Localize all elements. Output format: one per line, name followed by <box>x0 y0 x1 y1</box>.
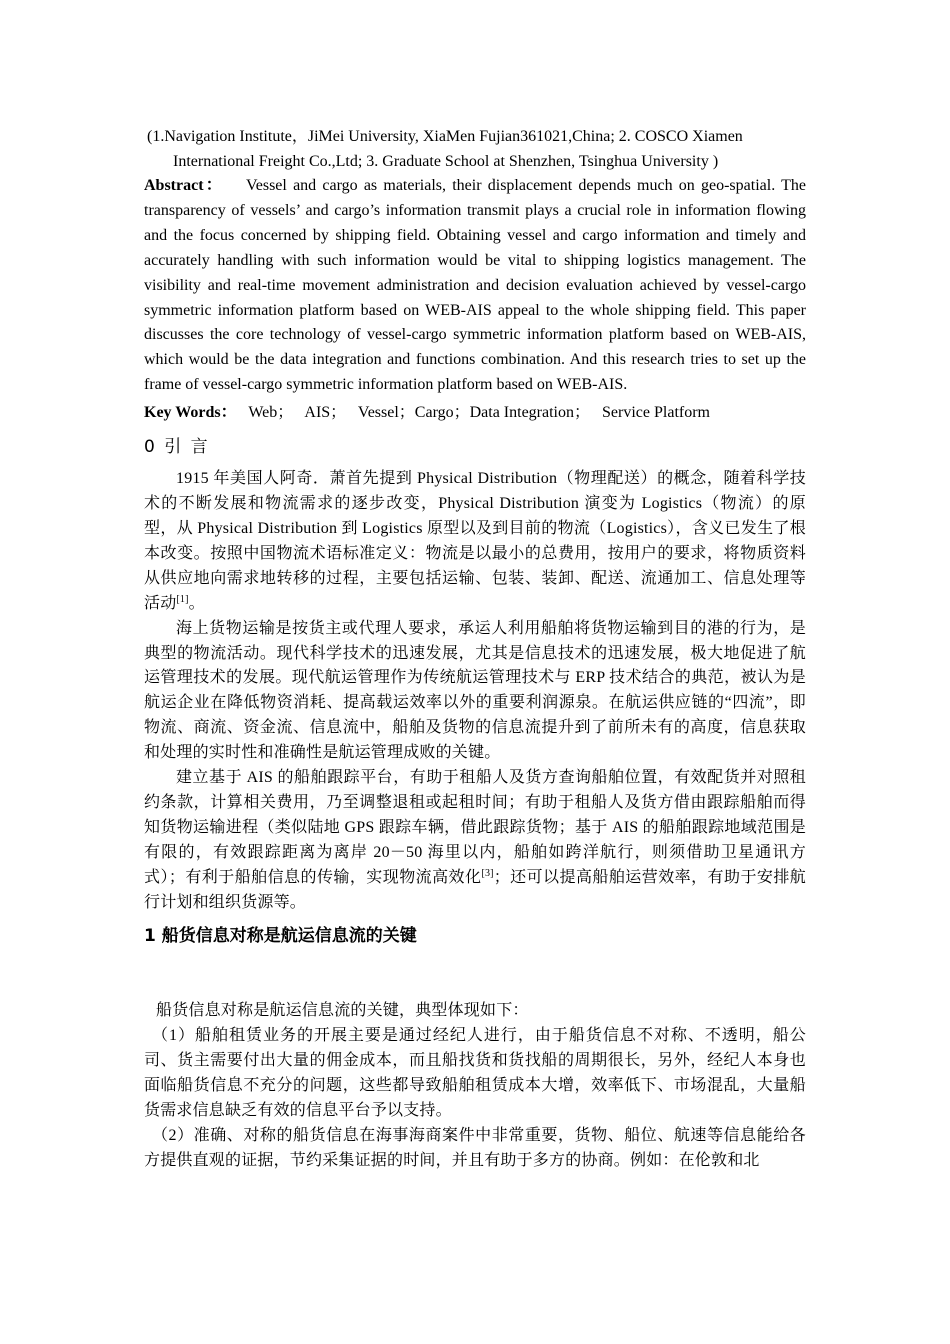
abstract-label: Abstract： <box>144 177 224 194</box>
paragraph-text: ；还可以提高船舶运营效率，有助于安排航行计划和组织货源等。 <box>144 868 806 911</box>
abstract-text: Vessel and cargo as materials, their displacement depends much on geo-spatial. The transparency of vessels’ and cargo’s information transmit plays a crucial role in information flowing and the focus concerned by shipping field. Obtaining vessel and cargo information and timely and accurately handling with such information would be vital to shipping logistics management. The visibility and real-time movement administration and decision evaluation achieved by vessel-cargo symmetric information platform based on WEB-AIS appeal to the whole shipping field. This paper discusses the core technology of vessel-cargo symmetric information platform based on WEB-AIS, which would be the data integration and functions combination. And this research tries to set up the frame of vessel-cargo symmetric information platform based on WEB-AIS. <box>144 177 806 394</box>
paragraph: 海上货物运输是按货主或代理人要求，承运人利用船舶将货物运输到目的港的行为，是典型的物流活动。现代科学技术的迅速发展，尤其是信息技术的迅速发展，极大地促进了航运管理技术的发展。现代航运管理作为传统航运管理技术与 ERP 技术结合的典范，被认为是航运企业在降低物资消耗、提高载运效率以外的重要利润源泉。在航运供应链的“四流”，即物流、商流、资金流、信息流中，船舶及货物的信息流提升到了前所未有的高度，信息获取和处理的实时性和准确性是航运管理成败的关键。 <box>144 619 806 762</box>
affiliation-line-2: International Freight Co.,Ltd; 3. Graduate School at Shenzhen, Tsinghua University ) <box>173 153 719 170</box>
list-item: （1）船舶租赁业务的开展主要是通过经纪人进行，由于船货信息不对称、不透明，船公司、货主需要付出大量的佣金成本，而且船找货和货找船的周期很长，另外，经纪人本身也面临船货信息不充分的问题，这些都导致船舶租赁成本大增，效率低下、市场混乱，大量船货需求信息缺乏有效的信息平台予以支持。 <box>144 1027 806 1120</box>
keyword-item: AIS； <box>304 404 347 422</box>
citation-ref: [1] <box>176 593 189 605</box>
keywords-label: Key Words： <box>144 404 237 422</box>
spacer <box>144 949 806 999</box>
paragraph <box>144 766 806 915</box>
paragraph-text: 。 <box>188 594 205 612</box>
keyword-item: Service Platform <box>602 404 710 422</box>
abstract <box>144 174 806 398</box>
keyword-item: Vessel；Cargo；Data Integration； <box>357 404 591 422</box>
affiliation-line-1: (1.Navigation Institute，JiMei University, XiaMen Fujian361021,China; 2. COSCO Xiamen <box>147 128 743 145</box>
paragraph <box>144 467 806 616</box>
keywords <box>144 400 806 425</box>
keyword-item: Web； <box>248 404 294 422</box>
paragraph: 船货信息对称是航运信息流的关键，典型体现如下： <box>156 1002 529 1020</box>
paper-page <box>144 124 806 1174</box>
paragraph-text: 建立基于 AIS 的船舶跟踪平台，有助于租船人及货方查询船舶位置，有效配货并对照租约条款，计算相关费用，乃至调整退租或起租时间；有助于租船人及货方借由跟踪船舶而得知货物运输进程（类似陆地 GPS 跟踪车辆，借此跟踪货物；基于 AIS 的船舶跟踪地域范围是有限的，有效跟踪距离为离岸 20－50 海里以内，船舶如跨洋航行，则须借助卫星通讯方式）；有利于船舶信息的传输，实现物流高效化 <box>144 769 806 886</box>
list-item: （2）准确、对称的船货信息在海事海商案件中非常重要，货物、船位、航速等信息能给各方提供直观的证据，节约采集证据的时间，并且有助于多方的协商。例如：在伦敦和北 <box>144 1127 806 1169</box>
section-heading-1: 1 船货信息对称是航运信息流的关键 <box>144 926 417 947</box>
section-heading-introduction: 0 引 言 <box>144 437 210 458</box>
paragraph-text: 1915 年美国人阿奇．萧首先提到 Physical Distribution（物理配送）的概念，随着科学技术的不断发展和物流需求的逐步改变，Physical Distribution 演变为 Logistics（物流）的原型，从 Physical Distribution 到 Logistics 原型以及到目前的物流（Logistics），含义已发生了根本改变。按照中国物流术语标准定义：物流是以最小的总费用，按用户的要求，将物质资料从供应地向需求地转移的过程，主要包括运输、包装、装卸、配送、流通加工、信息处理等活动 <box>144 470 806 612</box>
citation-ref: [3] <box>481 867 494 879</box>
author-affiliation <box>144 124 806 174</box>
